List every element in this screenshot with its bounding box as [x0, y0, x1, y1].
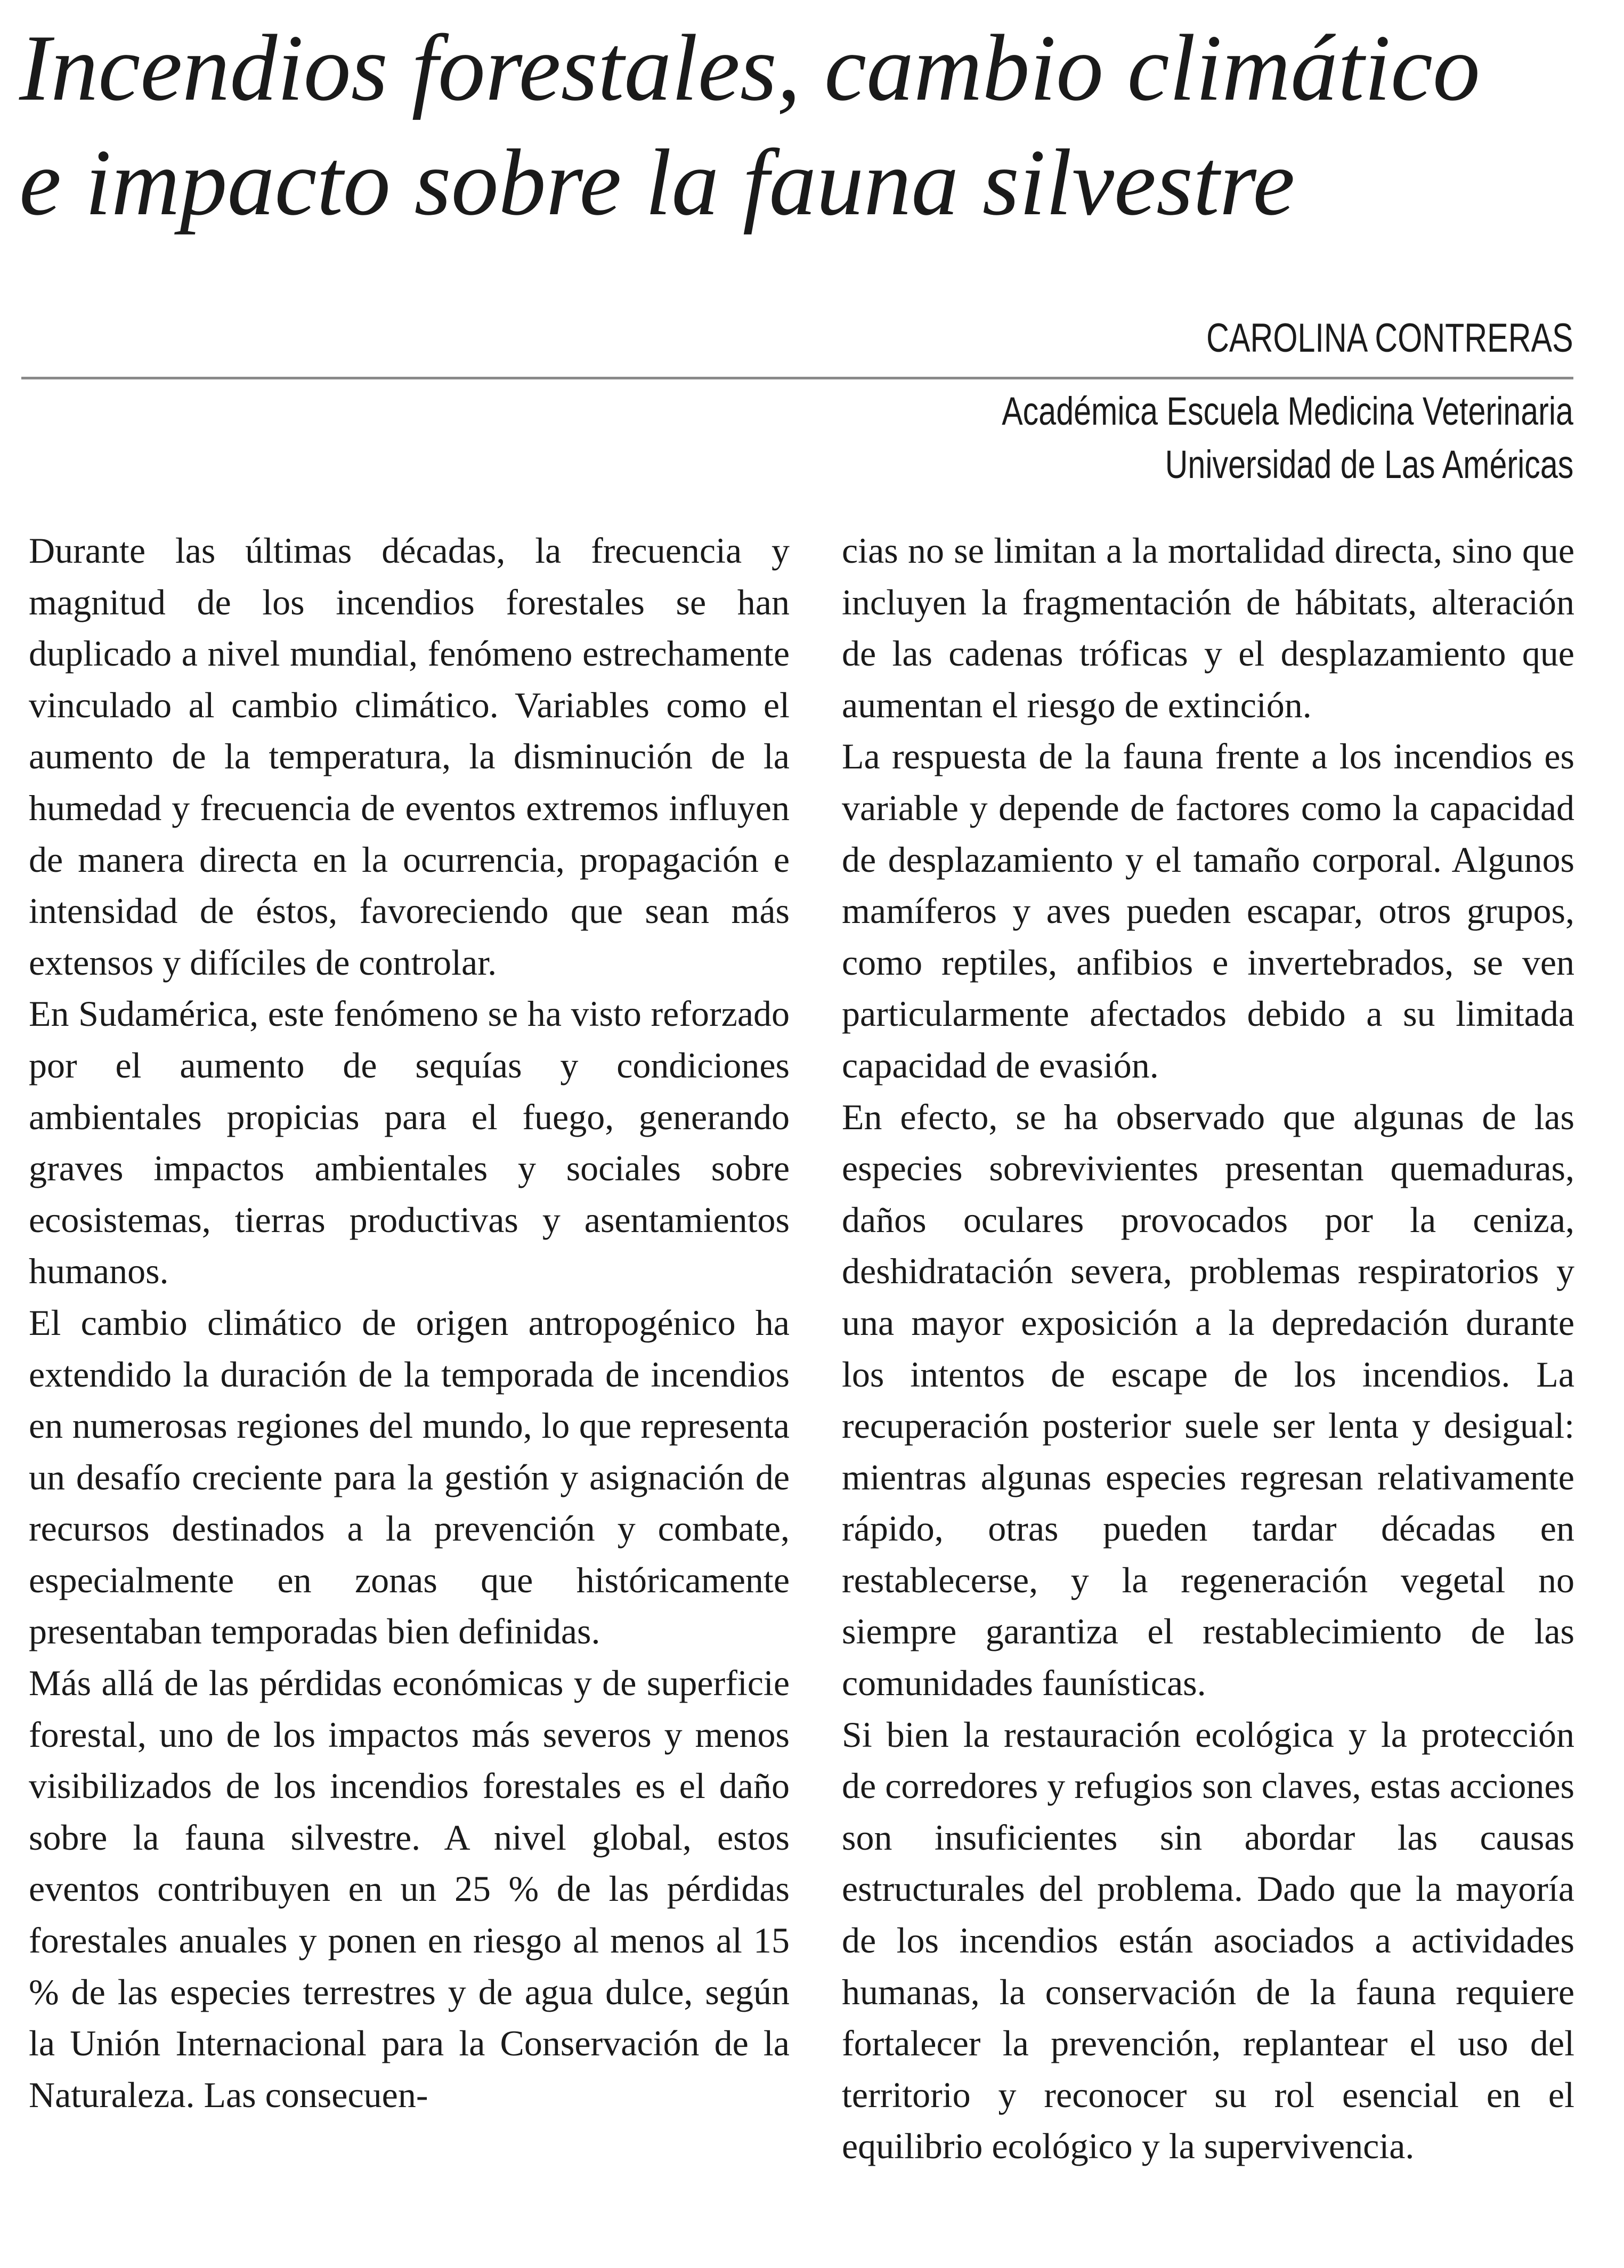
divider-rule	[21, 377, 1573, 379]
paragraph: cias no se limitan a la mortalidad directa, sino que incluyen la fragmentación de hábitats, alteración de las cadenas tróficas y el desplazamiento que aumentan el riesgo de extinción.	[842, 530, 1574, 725]
paragraph: Durante las últimas décadas, la frecuencia y magnitud de los incendios forestales se han duplicado a nivel mundial, fenómeno estrechamente vinculado al cambio climático. Variables como el aumento de la temperatura, la disminución de la humedad y frecuencia de eventos extremos influyen de manera directa en la ocurrencia, propagación e intensidad de éstos, favoreciendo que sean más extensos y difíciles de controlar.	[29, 530, 790, 983]
body-column-right	[842, 525, 1574, 2172]
title-line-1: Incendios forestales, cambio climático	[19, 15, 1480, 120]
paragraph: Más allá de las pérdidas económicas y de superficie forestal, uno de los impactos más severos y menos visibilizados de los incendios forestales es el daño sobre la fauna silvestre. A nivel global, estos eventos contribuyen en un 25 % de las pérdidas forestales anuales y ponen en riesgo al menos al 15 % de las especies terrestres y de agua dulce, según la Unión Internacional para la Conservación de la Naturaleza. Las consecuen-	[29, 1663, 790, 2115]
author-name: CAROLINA CONTRERAS	[1206, 315, 1573, 361]
article-title	[19, 11, 1618, 240]
author-affiliation-institution: Universidad de Las Américas	[1165, 442, 1573, 487]
paragraph: La respuesta de la fauna frente a los incendios es variable y depende de factores como la capacidad de desplazamiento y el tamaño corporal. Algunos mamíferos y aves pueden escapar, otros grupos, como reptiles, anfibios e invertebrados, se ven particularmente afectados debido a su limitada capacidad de evasión.	[842, 736, 1574, 1086]
paragraph: Si bien la restauración ecológica y la protección de corredores y refugios son claves, estas acciones son insuficientes sin abordar las causas estructurales del problema. Dado que la mayoría de los incendios están asociados a actividades humanas, la conservación de la fauna requiere fortalecer la prevención, replantear el uso del territorio y reconocer su rol esencial en el equilibrio ecológico y la supervivencia.	[842, 1714, 1574, 2167]
author-affiliation-role: Académica Escuela Medicina Veterinaria	[1002, 389, 1573, 433]
title-line-2: e impacto sobre la fauna silvestre	[19, 129, 1295, 235]
paragraph: En efecto, se ha observado que algunas de las especies sobrevivientes presentan quemaduras, daños oculares provocados por la ceniza, deshidratación severa, problemas respiratorios y una mayor exposición a la depredación durante los intentos de escape de los incendios. La recuperación posterior suele ser lenta y desigual: mientras algunas especies regresan relativamente rápido, otras pueden tardar décadas en restablecerse, y la regeneración vegetal no siempre garantiza el restablecimiento de las comunidades faunísticas.	[842, 1096, 1574, 1704]
paragraph: El cambio climático de origen antropogénico ha extendido la duración de la temporada de incendios en numerosas regiones del mundo, lo que representa un desafío creciente para la gestión y asignación de recursos destinados a la prevención y combate, especialmente en zonas que históricamente presentaban temporadas bien definidas.	[29, 1302, 790, 1652]
body-column-left	[29, 525, 790, 2120]
paragraph: En Sudamérica, este fenómeno se ha visto reforzado por el aumento de sequías y condiciones ambientales propicias para el fuego, generando graves impactos ambientales y sociales sobre ecosistemas, tierras productivas y asentamientos humanos.	[29, 993, 790, 1292]
